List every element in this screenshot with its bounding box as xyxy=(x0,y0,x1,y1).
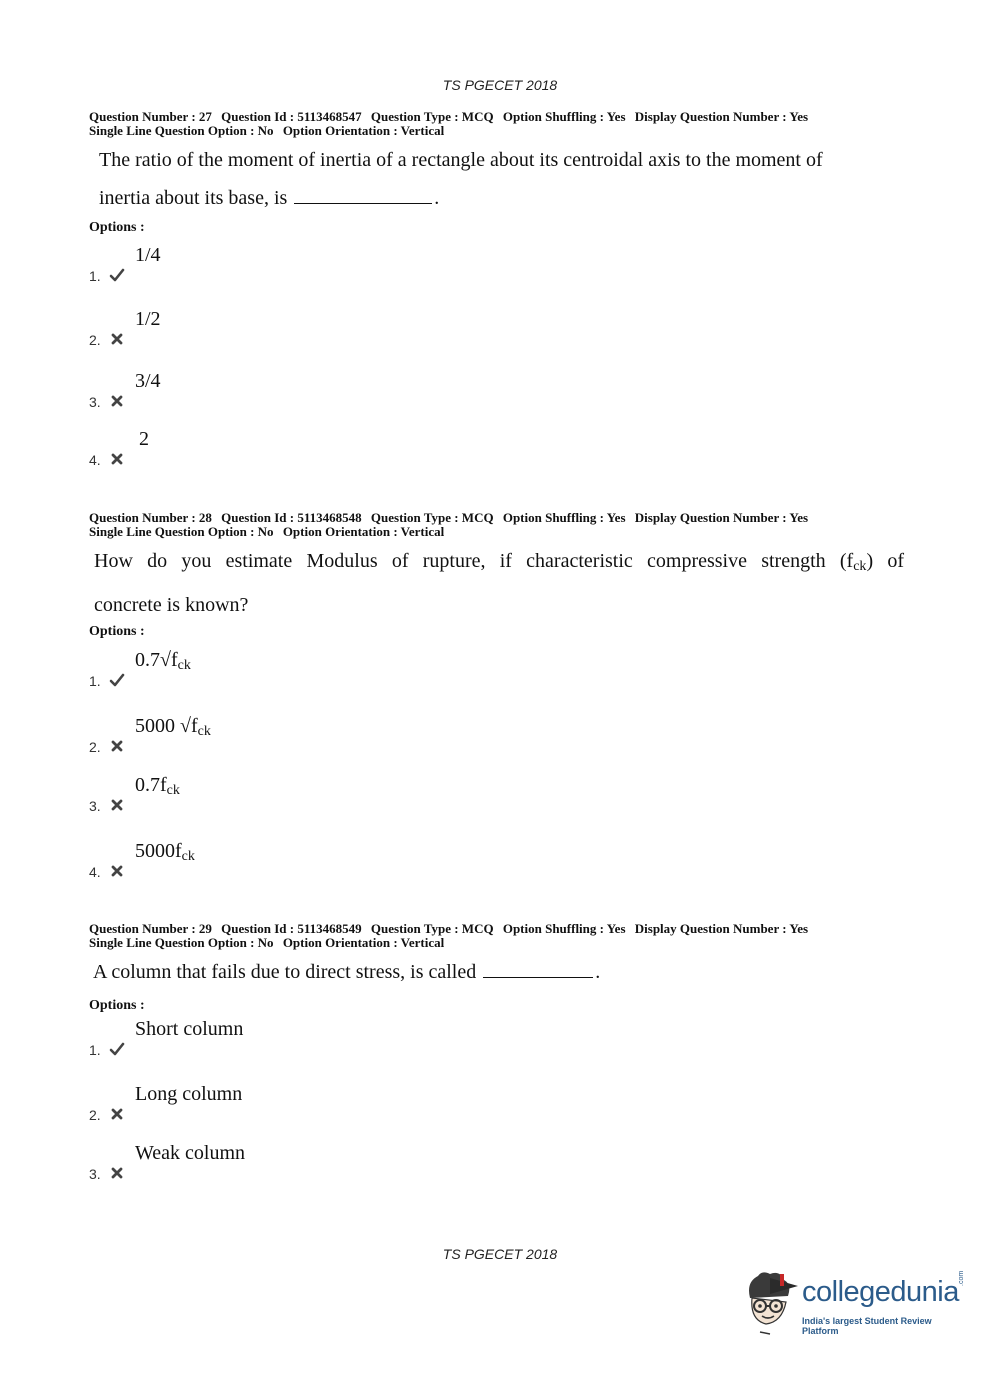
logo-suffix: .com xyxy=(958,1270,965,1286)
mascot-icon xyxy=(740,1268,800,1340)
option-3[interactable]: 3. $0.7f_{ck}$ xyxy=(89,774,180,814)
question-27 xyxy=(89,110,919,470)
logo-wordmark: collegedunia xyxy=(802,1276,959,1308)
logo-tagline: India's largest Student Review Platform xyxy=(802,1316,932,1336)
options-label: Options : xyxy=(89,624,145,639)
page-header: TS PGECET 2018 xyxy=(442,77,558,93)
option-3[interactable]: 3. 3/4 xyxy=(89,370,161,410)
options-label: Options : xyxy=(89,998,145,1013)
answer-blank xyxy=(294,181,432,204)
check-icon xyxy=(109,267,125,283)
cross-icon xyxy=(109,331,125,347)
question-29 xyxy=(89,922,919,1182)
option-1[interactable]: 1. 1/4 xyxy=(89,244,161,284)
cross-icon xyxy=(109,863,125,879)
option-4[interactable]: 4. $5000f_{ck}$ xyxy=(89,840,195,880)
options-label: Options : xyxy=(89,220,145,235)
option-3[interactable]: 3. Weak column xyxy=(89,1142,246,1182)
page-footer: TS PGECET 2018 xyxy=(442,1246,558,1262)
cross-icon xyxy=(109,738,125,754)
check-icon xyxy=(109,1041,125,1057)
option-2[interactable]: 2. 1/2 xyxy=(89,308,161,348)
question-meta: Question Number : 29 Question Id : 5113468549 Question Type : MCQ Option Shuffling : Yes Display Question Number : Yes Single Line Question Option : No Option Orientation : Vertical xyxy=(89,921,809,950)
cross-icon xyxy=(109,797,125,813)
option-1[interactable]: 1. Short column xyxy=(89,1018,244,1058)
question-meta: Question Number : 27 Question Id : 5113468547 Question Type : MCQ Option Shuffling : Yes Display Question Number : Yes Single Line Question Option : No Option Orientation : Vertical xyxy=(89,109,809,138)
option-2[interactable]: 2. 5000 $√f_{ck}$ xyxy=(89,715,211,755)
cross-icon xyxy=(109,1165,125,1181)
answer-blank xyxy=(483,955,593,978)
option-1[interactable]: 1. $0.7√f_{ck}$ xyxy=(89,649,191,689)
question-meta: Question Number : 28 Question Id : 5113468548 Question Type : MCQ Option Shuffling : Yes Display Question Number : Yes Single Line Question Option : No Option Orientation : Vertical xyxy=(89,510,809,539)
cross-icon xyxy=(109,1106,125,1122)
question-text: A column that fails due to direct stress, is called . xyxy=(89,953,919,991)
question-28 xyxy=(89,511,919,881)
check-icon xyxy=(109,672,125,688)
option-4[interactable]: 4. 2 xyxy=(89,428,149,468)
question-text: The ratio of the moment of inertia of a rectangle about its centroidal axis to the moment of inertia about its base, is . xyxy=(99,149,823,209)
option-2[interactable]: 2. Long column xyxy=(89,1083,243,1123)
question-text: How do you estimate Modulus of rupture, if characteristic compressive strength $(f_{ck})$ of concrete is known? xyxy=(94,550,904,616)
collegedunia-logo[interactable] xyxy=(740,1268,970,1340)
cross-icon xyxy=(109,451,125,467)
cross-icon xyxy=(109,393,125,409)
